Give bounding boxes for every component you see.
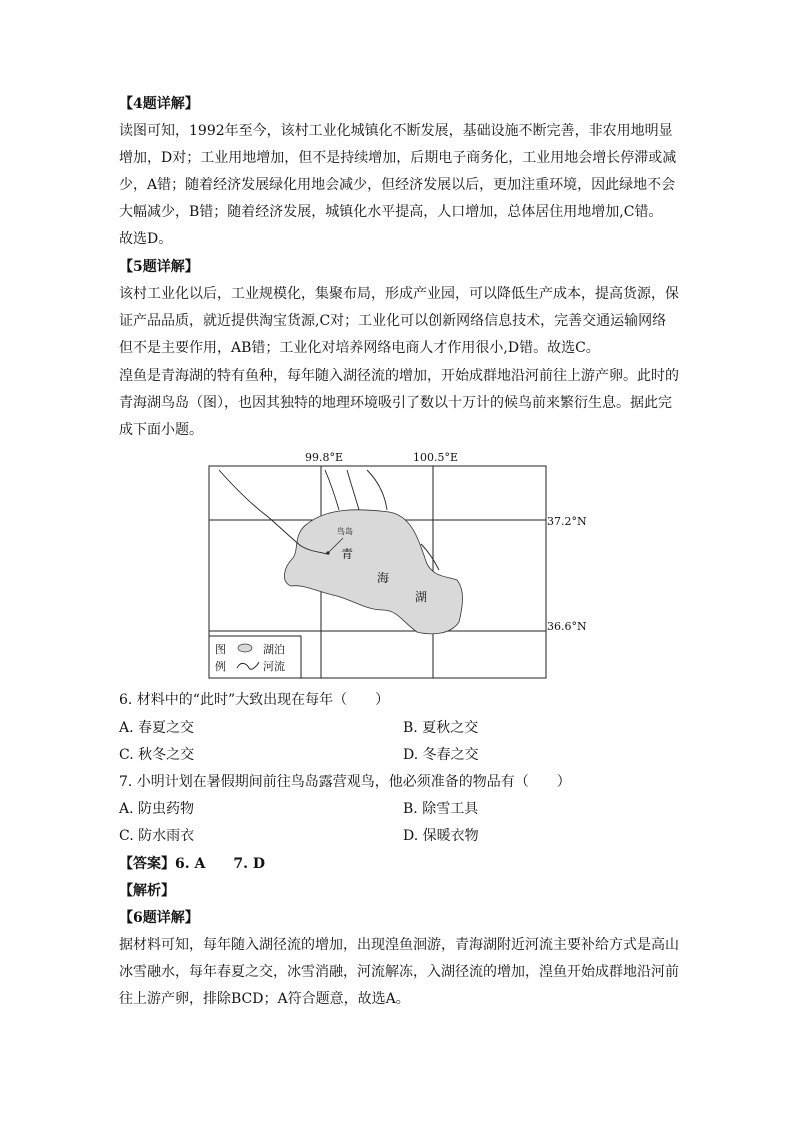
q7-option-d: D. 保暖衣物: [403, 828, 479, 844]
q6-detail-heading: 【6题详解】: [119, 910, 199, 926]
material-text-line: 青海湖鸟岛（图），也因其独特的地理环境吸引了数以十万计的候鸟前来繁衍生息。据此完: [119, 395, 672, 411]
q6-detail-line: 据材料可知，每年随入湖径流的增加，出现湟鱼洄游，青海湖附近河流主要补给方式是高山: [119, 937, 679, 953]
longitude-label: 100.5°E: [413, 451, 459, 464]
legend-river-label: 河流: [263, 660, 285, 673]
material-text-line: 成下面小题。: [119, 422, 203, 438]
lake-char: 海: [377, 571, 390, 585]
q6-option-d: D. 冬春之交: [403, 747, 479, 763]
q4-text-line: 读图可知，1992年至今，该村工业化城镇化不断发展，基础设施不断完善，非农用地明显: [119, 123, 673, 139]
answer-line: 【答案】6. A 7. D: [119, 856, 265, 872]
q5-text-line: 证产品品质，就近提供淘宝货源,C对；工业化可以创新网络信息技术，完善交通运输网络: [119, 313, 667, 329]
q4-heading: 【4题详解】: [119, 96, 199, 112]
river-line: [325, 470, 339, 510]
river-line: [347, 470, 359, 510]
q7-option-a: A. 防虫药物: [119, 801, 195, 817]
latitude-label: 37.2°N: [547, 515, 587, 528]
q6-stem: 6. 材料中的“此时”大致出现在每年（ ）: [119, 692, 390, 708]
q6-option-c: C. 秋冬之交: [119, 747, 195, 763]
q4-text-line: 大幅减少，B错；随着经济发展，城镇化水平提高，人口增加，总体居住用地增加,C错。: [119, 204, 663, 220]
q5-heading: 【5题详解】: [119, 259, 199, 275]
bird-island-dot: [326, 551, 329, 554]
river-line: [367, 470, 387, 510]
q6-option-b: B. 夏秋之交: [403, 720, 479, 736]
q4-text-line: 故选D。: [119, 231, 173, 247]
q7-stem: 7. 小明计划在暑假期间前往鸟岛露营观鸟，他必须准备的物品有（ ）: [119, 774, 571, 790]
latitude-label: 36.6°N: [547, 620, 587, 633]
lake-char: 湖: [415, 590, 428, 604]
q7-option-b: B. 除雪工具: [403, 801, 479, 817]
q7-option-c: C. 防水雨衣: [119, 828, 195, 844]
legend-title-char: 例: [215, 660, 226, 673]
analysis-heading: 【解析】: [119, 883, 175, 899]
lake-shape: [284, 510, 462, 634]
lake-char: 青: [341, 547, 354, 561]
q6-detail-line: 往上游产卵，排除BCD；A符合题意，故选A。: [119, 991, 410, 1007]
legend-lake-swatch: [238, 644, 252, 652]
bird-island-label: 鸟岛: [337, 527, 353, 536]
material-text-line: 湟鱼是青海湖的特有鱼种，每年随入湖径流的增加，开始成群地沿河前往上游产卵。此时的: [119, 368, 679, 384]
qinghai-lake-map: [207, 446, 587, 680]
legend-lake-label: 湖泊: [263, 643, 285, 656]
q4-text-line: 增加，D对；工业用地增加，但不是持续增加，后期电子商务化，工业用地会增长停滞或减: [119, 150, 677, 166]
q5-text-line: 该村工业化以后，工业规模化，集聚布局，形成产业园，可以降低生产成本，提高货源，保: [119, 286, 679, 302]
longitude-label: 99.8°E: [305, 451, 344, 464]
q4-text-line: 少，A错；随着经济发展绿化用地会减少，但经济发展以后，更加注重环境，因此绿地不会: [119, 177, 676, 193]
q5-text-line: 但不是主要作用，AB错；工业化对培养网络电商人才作用很小,D错。故选C。: [119, 340, 600, 356]
q6-option-a: A. 春夏之交: [119, 720, 195, 736]
legend-title-char: 图: [215, 643, 226, 656]
q6-detail-line: 冰雪融水，每年春夏之交，冰雪消融，河流解冻，入湖径流的增加，湟鱼开始成群地沿河前: [119, 964, 679, 980]
